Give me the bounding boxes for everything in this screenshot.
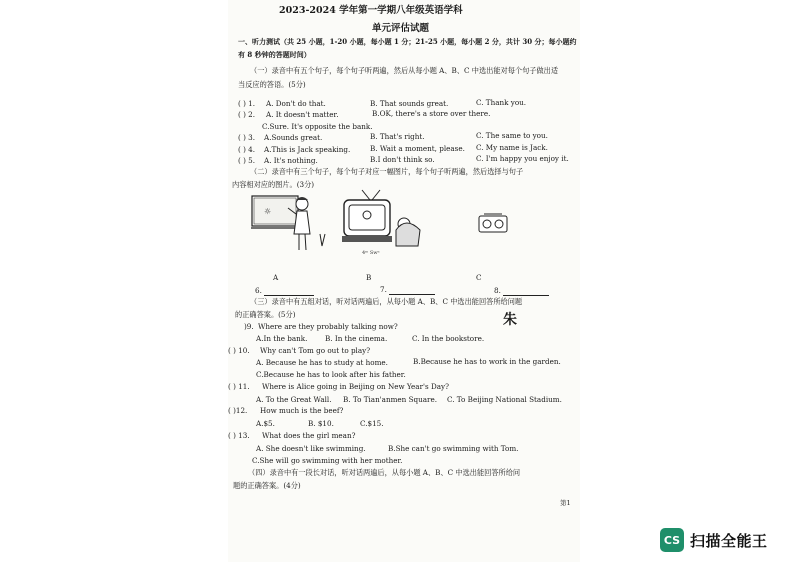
- q4-option-a: A.This is Jack speaking.: [264, 145, 351, 154]
- part2-instruction-2: 内容相对应的图片。(3分): [232, 180, 315, 189]
- q11-number: ( ) 11.: [228, 382, 250, 391]
- picture-label-a: A: [273, 273, 279, 282]
- q10-question: Why can't Tom go out to play?: [260, 346, 371, 355]
- svg-text:4ᵐ Swⁿ: 4ᵐ Swⁿ: [362, 250, 380, 256]
- q1-option-c: C. Thank you.: [476, 98, 527, 107]
- q2-option-c: C.Sure. It's opposite the bank.: [262, 122, 373, 131]
- q11-question: Where is Alice going in Beijing on New Year's Day?: [262, 382, 449, 391]
- watermark-text: 扫描全能王: [690, 531, 768, 550]
- q13-number: ( ) 13.: [228, 431, 250, 440]
- q13-option-a: A. She doesn't like swimming.: [256, 444, 366, 453]
- exam-title: 2023-2024 学年第一学期八年级英语学科: [279, 5, 463, 16]
- page-number: 第1: [560, 499, 571, 507]
- q12-option-b: B. $10.: [308, 419, 334, 428]
- q5-number: ( ) 5.: [238, 156, 256, 165]
- q3-number: ( ) 3.: [238, 133, 256, 142]
- q10-option-c: C.Because he has to look after his father.: [256, 370, 406, 379]
- q11-option-a: A. To the Great Wall.: [256, 395, 332, 404]
- q12-option-c: C.$15.: [360, 419, 384, 428]
- q10-option-b: B.Because he has to work in the garden.: [413, 357, 561, 366]
- q12-option-a: A.$5.: [256, 419, 275, 428]
- q1-option-a: A. Don't do that.: [266, 99, 326, 108]
- q9-number: )9.: [244, 322, 254, 331]
- q5-option-a: A. It's nothing.: [264, 156, 318, 165]
- part4-instruction-2: 题的正确答案。(4分): [233, 481, 301, 490]
- q2-number: ( ) 2.: [238, 110, 256, 119]
- picture-b-tv-girl: [336, 186, 426, 256]
- blank-7-line: [389, 294, 435, 295]
- picture-c-radio: [476, 208, 510, 236]
- q12-question: How much is the beef?: [260, 406, 344, 415]
- q4-option-c: C. My name is Jack.: [476, 143, 548, 152]
- blank-6: 6.: [255, 286, 262, 295]
- blank-8-line: [503, 295, 549, 296]
- q10-option-a: A. Because he has to study at home.: [256, 358, 388, 367]
- q4-number: ( ) 4.: [238, 145, 256, 154]
- picture-label-c: C: [476, 273, 482, 282]
- blank-6-line: [264, 295, 314, 296]
- exam-subtitle: 单元评估试题: [372, 23, 430, 34]
- section1-heading: 一、听力测试（共 25 小题，1-20 小题，每小题 1 分；21-25 小题，每小题 2 分，共计 30 分；每小题约: [238, 37, 577, 46]
- q5-option-b: B.I don't think so.: [370, 155, 435, 164]
- blank-7: 7.: [380, 285, 387, 294]
- q13-option-c: C.She will go swimming with her mother.: [252, 456, 403, 465]
- part4-instruction: （四）录音中有一段长对话，听对话两遍后，从每小题 A、B、C 中选出能回答所给问: [248, 468, 521, 477]
- q9-option-b: B. In the cinema.: [325, 334, 388, 343]
- q5-option-c: C. I'm happy you enjoy it.: [476, 154, 569, 163]
- q10-number: ( ) 10.: [228, 346, 250, 355]
- q11-option-b: B. To Tian'anmen Square.: [343, 395, 437, 404]
- part2-instruction: （二）录音中有三个句子，每个句子对应一幅图片，每个句子听两遍，然后选择与句子: [250, 167, 524, 176]
- part3-instruction: （三）录音中有五组对话，听对话两遍后，从每小题 A、B、C 中选出能回答所给问题: [250, 297, 523, 306]
- q12-number: ( )12.: [228, 406, 248, 415]
- q1-number: ( ) 1.: [238, 99, 256, 108]
- section1-heading-2: 有 8 秒钟的答题时间）: [238, 50, 311, 59]
- scanner-watermark: [660, 527, 768, 553]
- blank-8: 8.: [494, 286, 501, 295]
- q3-option-a: A.Sounds great.: [264, 133, 323, 142]
- camscanner-logo-icon: CS: [660, 528, 684, 552]
- q13-question: What does the girl mean?: [262, 431, 356, 440]
- q9-option-a: A.In the bank.: [256, 334, 308, 343]
- picture-a-teacher-blackboard: [250, 190, 340, 256]
- svg-text:☼: ☼: [264, 207, 272, 216]
- q11-option-c: C. To Beijing National Stadium.: [447, 395, 562, 404]
- q4-option-b: B. Wait a moment, please.: [370, 144, 465, 153]
- q1-option-b: B. That sounds great.: [370, 99, 449, 108]
- part3-instruction-2: 的正确答案。(5分): [235, 310, 296, 319]
- part1-instruction-2: 当反应的答语。(5分): [238, 80, 306, 89]
- q9-question: Where are they probably talking now?: [258, 322, 398, 331]
- q13-option-b: B.She can't go swimming with Tom.: [388, 444, 519, 453]
- handwritten-mark: 朱: [503, 312, 517, 328]
- q9-option-c: C. In the bookstore.: [412, 334, 485, 343]
- q2-option-b: B.OK, there's a store over there.: [372, 109, 491, 118]
- q3-option-b: B. That's right.: [370, 132, 425, 141]
- part1-instruction: （一）录音中有五个句子，每个句子听两遍，然后从每小题 A、B、C 中选出能对每个句子做出适: [250, 66, 559, 75]
- q2-option-a: A. It doesn't matter.: [266, 110, 339, 119]
- picture-label-b: B: [366, 273, 372, 282]
- q3-option-c: C. The same to you.: [476, 131, 548, 140]
